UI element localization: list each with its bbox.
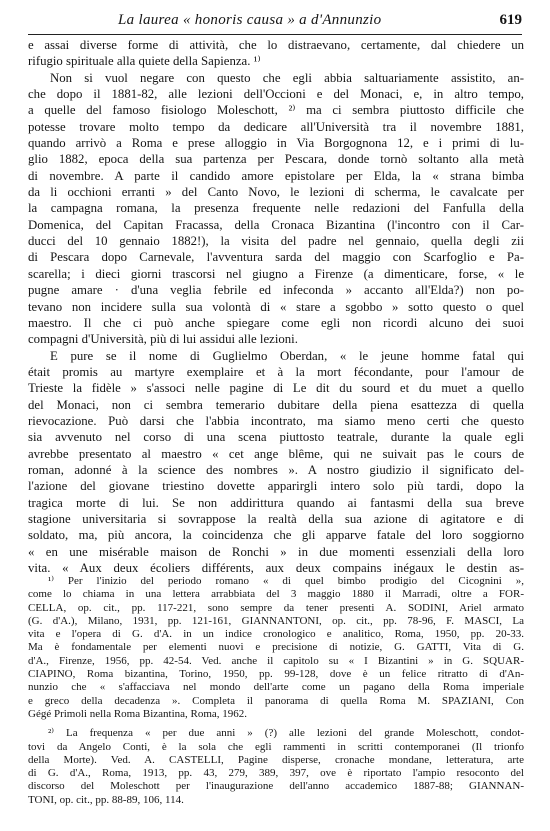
footnote-1 bbox=[28, 575, 524, 721]
footnotes bbox=[28, 575, 524, 809]
running-title: La laurea « honoris causa » a d'Annunzio bbox=[118, 12, 382, 28]
header-rule bbox=[28, 34, 522, 35]
text-line: la campagna romana, la presenza frequente nelle redazioni del Fanfulla della bbox=[28, 201, 524, 216]
paragraph bbox=[28, 70, 524, 348]
text-line: ¹⁾ Per l'inizio del periodo romano « di quel bimbo prodigio del Cicognini », bbox=[48, 575, 524, 587]
text-line: quando arrivò a Roma e prese alloggio in Via Borgognona 12, e i primi di lu- bbox=[28, 136, 524, 151]
text-line: roman, adonné à la science des nombres ». A nostro giudizio il significato del- bbox=[28, 462, 524, 477]
text-line: tovi da Angelo Conti, è la sola che egli rammenti in scritti contemporanei (Il trionfo bbox=[28, 740, 524, 753]
text-line: a quelle del famoso fisiologo Moleschott, ²⁾ ma ci sembra piuttosto difficile che bbox=[28, 103, 524, 118]
page-header bbox=[28, 10, 522, 32]
text-line: CIAPINO, Roma bizantina, Torino, 1950, pp. 99-128, dove è un felice ritratto di d'An- bbox=[28, 668, 524, 681]
text-line: Gégé Primoli nella Roma Bizantina, Roma, 1962. bbox=[28, 707, 248, 720]
text-line: vita e l'opera di G. d'A. in un indice cronologico e analitico, Roma, 1950, pp. 20-33. bbox=[28, 628, 524, 641]
page-number: 619 bbox=[499, 12, 522, 28]
text-line: vita. « Aux deux écoliers différents, aux deux compains inégaux le destin as- bbox=[28, 561, 524, 575]
text-line: (G. d'A.), Milano, 1931, pp. 121-161, GIANNANTONI, op. cit., pp. 78-96, F. MASCI, La bbox=[28, 614, 524, 627]
text-line: Ma è fondamentale per elementi nuovi e precisione di notizie, G. GATTI, Vita di G. bbox=[28, 641, 524, 654]
text-line: compagni d'Università, più di lui assidui alle lezioni. bbox=[28, 332, 298, 347]
text-line: Trieste la fidèle » s'associ nelle pagine di Le dit du sourd et du muet a quello bbox=[28, 381, 524, 396]
text-line: del Monaci, non ci sembra temerario dubitare della piena esattezza di quella bbox=[28, 397, 524, 412]
text-line: Domenica, del Capitan Fracassa, della Cronaca Bizantina (l'incontro con il Car- bbox=[28, 217, 524, 232]
text-line: « en une misérable maison de Ronchi » in due momenti essenziali della loro bbox=[28, 544, 524, 559]
text-line: TONI, op. cit., pp. 88-89, 106, 114. bbox=[28, 793, 184, 806]
paragraph bbox=[28, 37, 524, 70]
text-line: glio 1882, epoca della sua partenza per Pescara, donde tornò soltanto alla metà bbox=[28, 152, 524, 167]
text-line: ducci del 10 gennaio 1882!), la visita del padre nel gennaio, quella degli zii bbox=[28, 234, 524, 249]
text-line: sia avvenuto nel corso di una scena piuttosto teatrale, durante la quale egli bbox=[28, 430, 524, 445]
text-line: E pure se il nome di Guglielmo Oberdan, « le jeune homme fatal qui bbox=[50, 348, 524, 363]
text-line: d'A., Firenze, 1956, pp. 42-54. Ved. anche il capitolo su « I Bizantini » in G. SQUAR- bbox=[28, 654, 524, 667]
text-line: e assai diverse forme di attività, che lo distraevano, certamente, dal chiedere un bbox=[28, 38, 524, 52]
text-line: soldato, ma, più ancora, la coincidenza che gli apparve fatale del loro soggiorno bbox=[28, 528, 524, 543]
text-line: maestro. Il che ci può anche spiegare come egli non ricordi alcuno dei suoi bbox=[28, 315, 524, 330]
text-line: tragica morte di lui. Se non addirittura quando ai fantasmi della sua breve bbox=[28, 495, 524, 510]
text-line: scarella; i dieci giorni trascorsi nel giugno a Firenze (a dimenticare, forse, « le bbox=[28, 266, 524, 281]
text-line: discorso del Moleschott per l'inaugurazione dell'anno accademico 1887-88; GIANNAN- bbox=[28, 780, 524, 793]
paragraph bbox=[28, 348, 524, 577]
text-line: come lo chiama in una lettera arrabbiata del 3 maggio 1880 il Marradi, oltre a FOR- bbox=[28, 588, 524, 601]
text-line: potesse trovare molto tempo da dedicare all'Università tra il novembre 1881, bbox=[28, 119, 524, 134]
text-line: e greco della decadenza ». Completa il panorama di quella Roma M. SPAZIANI, Con bbox=[28, 694, 524, 707]
text-line: CELLA, op. cit., pp. 117-221, sono sempre da tener presenti A. SODINI, Ariel armato bbox=[28, 601, 524, 614]
footnote-2 bbox=[28, 727, 524, 807]
text-line: rievocazione. Può darsi che l'abbia incontrato, ma siamo meno certi che questo bbox=[28, 413, 524, 428]
text-line: était promis au martyre exemplaire et à la mort fécondante, pour l'amour de bbox=[28, 364, 524, 379]
text-line: di G. d'A., Roma, 1913, pp. 43, 279, 389, 397, ove è riportato l'ampio resoconto del bbox=[28, 767, 524, 780]
text-line: che dopo il 1881-82, alle lezioni dell'Occioni e del Monaci, e, in altro tempo, bbox=[28, 87, 524, 102]
text-line: della Morte). Ved. A. CASTELLI, Pagine disperse, cronache mondane, letteratura, arte bbox=[28, 753, 524, 766]
text-line: avrebbe presentato al maestro « cet ange blême, qui ne suivait pas le cours de bbox=[28, 446, 524, 461]
text-line: stagione universitaria si sovrappose la realtà della sua azione di agitatore e di bbox=[28, 511, 524, 526]
main-text bbox=[28, 37, 524, 576]
text-line: Non si vuol negare con questo che egli abbia saltuariamente assistito, an- bbox=[50, 70, 524, 85]
text-line: ²⁾ La frequenza « per due anni » (?) alle lezioni del grande Moleschott, condot- bbox=[48, 727, 524, 740]
text-line: di novembre. A parte il candido amore epistolare per Elda, la « strana bimba bbox=[28, 168, 524, 183]
text-line: rifugio spirituale alla quiete della Sapienza. ¹⁾ bbox=[28, 54, 261, 69]
text-line: pugne amare · d'una veglia febrile ed infeconda » accanto all'Elda?) non po- bbox=[28, 283, 524, 298]
text-line: di Pescara dopo Carnevale, l'avventura sarda del maggio con Scarfoglio e Pa- bbox=[28, 250, 524, 265]
text-line: tevano non incidere sulla sua volontà di « stare a sgobbo » sotto questo o quel bbox=[28, 299, 524, 314]
text-line: da li occhioni erranti » del Canto Novo, le lezioni di scherma, le cavalcate per bbox=[28, 185, 524, 200]
text-line: l'azione del giovane triestino dovette apparirgli intero solo più tardi, dopo la bbox=[28, 479, 524, 494]
text-line: nunzio che « s'affacciava nel mondo dell'arte come un pagano della Roma imperiale bbox=[28, 681, 524, 694]
